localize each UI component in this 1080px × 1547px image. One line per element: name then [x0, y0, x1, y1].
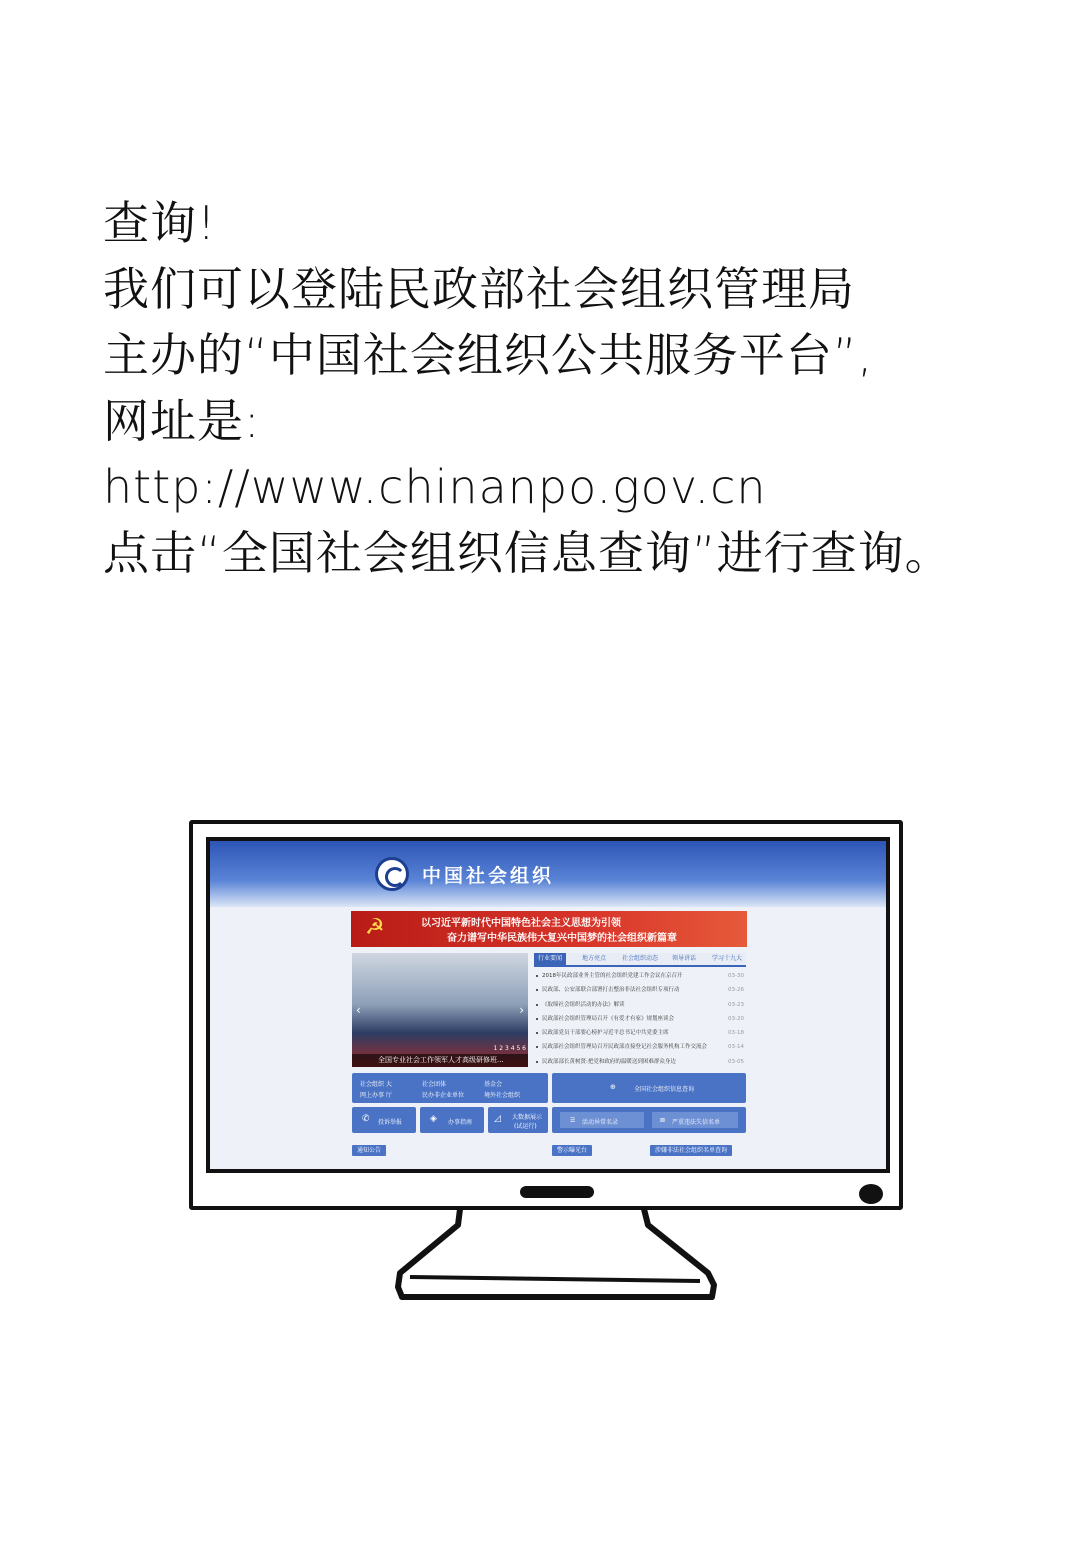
- power-light-icon: [859, 1184, 883, 1204]
- monitor-frame: [189, 820, 903, 1210]
- caption-line-4: 网址是:: [103, 394, 261, 448]
- monitor-stand: [390, 1205, 720, 1305]
- illegal-org-query-label[interactable]: 涉嫌非法社会组织名单查询: [650, 1145, 732, 1156]
- tab-study[interactable]: 学习十九大: [712, 955, 743, 962]
- list-item[interactable]: 《取缔社会组织活动的办法》解读 03-23: [534, 998, 746, 1012]
- party-banner[interactable]: [351, 911, 747, 947]
- search-icon: ⊕: [610, 1083, 616, 1091]
- online-service-hall[interactable]: [352, 1073, 548, 1103]
- service-hall-label-2: 网上办事 厅: [360, 1092, 392, 1099]
- service-hall-label: 社会组织 大: [360, 1081, 392, 1088]
- monitor-illustration: [189, 820, 903, 1210]
- news-list: [534, 969, 746, 1069]
- chart-icon: ◿: [494, 1114, 501, 1124]
- monitor-screen: [206, 837, 890, 1173]
- list-item[interactable]: 民政部社会组织管理局召开民政部直接登记社会服务机构工作交流会 03-14: [534, 1040, 746, 1054]
- caption-text: [103, 190, 1043, 586]
- caption-line-1: 查询!: [103, 196, 217, 250]
- notice-item-date: 03-30: [528, 1169, 543, 1173]
- chevron-left-icon[interactable]: ‹: [356, 1003, 361, 1017]
- complaint-button[interactable]: ✆ 投诉举报: [352, 1107, 416, 1133]
- list-item[interactable]: 2018年民政部业务主管的社会组织党建工作会议在京召开 03-30: [534, 969, 746, 983]
- list-item[interactable]: 民政部社会组织管理局召开《有爱才有家》规划座谈会 03-20: [534, 1012, 746, 1026]
- tab-leader-speech[interactable]: 领导讲话: [672, 955, 697, 962]
- guide-button[interactable]: ◈ 办事指南: [420, 1107, 484, 1133]
- notice-item[interactable]: 民政部办公厅关于做好各类困难群众帮扶救助工作的通知: [356, 1170, 482, 1173]
- service-social-group[interactable]: 社会团体: [422, 1081, 447, 1088]
- warning-icon: ⊠: [660, 1117, 666, 1124]
- bigdata-button[interactable]: ◿ 大数据展示 (试运行): [488, 1107, 548, 1133]
- photo-caption: 全国专业社会工作领军人才高级研修班...: [352, 1054, 528, 1067]
- site-header: [210, 841, 886, 907]
- list-item[interactable]: 民政部、公安部联合部署打击整治非法社会组织专项行动 03-26: [534, 983, 746, 997]
- list-icon: ☰: [570, 1117, 576, 1124]
- org-info-query-label: 全国社会组织信息查询: [634, 1086, 695, 1093]
- monitor-button: [520, 1186, 594, 1198]
- chevron-right-icon[interactable]: ›: [519, 1003, 524, 1017]
- service-private-nonenterprise[interactable]: 民办非企业单位: [422, 1092, 465, 1099]
- exposure-label[interactable]: 警示曝光台: [552, 1145, 592, 1156]
- exposure-item-date: 01-16: [726, 1169, 741, 1173]
- banner-line-2: 奋力谱写中华民族伟大复兴中国梦的社会组织新篇章: [447, 933, 677, 944]
- service-foundation[interactable]: 基金会: [484, 1081, 503, 1088]
- service-overseas-org[interactable]: 境外社会组织: [484, 1092, 521, 1099]
- banner-line-1: 以习近平新时代中国特色社会主义思想为引领: [421, 918, 621, 929]
- tab-local-highlights[interactable]: 地方亮点: [582, 955, 607, 962]
- exposure-item[interactable]: 关于曝光第一批涉嫌非法社会组织名单的公告(名单截至5月30日): [556, 1170, 700, 1173]
- hammer-sickle-icon: ☭: [365, 915, 385, 940]
- list-item[interactable]: 民政部部长黄树贤:把党和政府的温暖送到困难群众身边 03-05: [534, 1055, 746, 1069]
- caption-line-3: 主办的“中国社会组织公共服务平台”,: [103, 328, 874, 382]
- blacklist-panel: ☰ 活动异常名录 ⊠ 严重违法失信名单: [552, 1107, 746, 1133]
- news-photo-carousel[interactable]: [352, 953, 528, 1067]
- tab-industry-news[interactable]: 行业要闻: [534, 953, 566, 965]
- site-title[interactable]: 中国社会组织: [422, 865, 555, 887]
- caption-line-6: 点击“全国社会组织信息查询”进行查询。: [103, 526, 952, 580]
- caption-line-2: 我们可以登陆民政部社会组织管理局: [103, 262, 855, 316]
- tab-org-news[interactable]: 社会组织动态: [622, 955, 659, 962]
- news-tabs: [534, 953, 746, 967]
- carousel-pager[interactable]: 1 2 3 4 5 6: [493, 1045, 526, 1052]
- list-item[interactable]: 民政部党员干部要心榜护习近平总书记中共党委主席 03-18: [534, 1026, 746, 1040]
- guide-icon: ◈: [430, 1114, 437, 1124]
- caption-line-url: http://www.chinanpo.gov.cn: [103, 460, 767, 514]
- phone-icon: ✆: [362, 1114, 370, 1124]
- org-info-query-button[interactable]: [552, 1073, 746, 1103]
- site-logo-icon[interactable]: [375, 857, 409, 891]
- notice-label[interactable]: 通知公告: [352, 1145, 386, 1156]
